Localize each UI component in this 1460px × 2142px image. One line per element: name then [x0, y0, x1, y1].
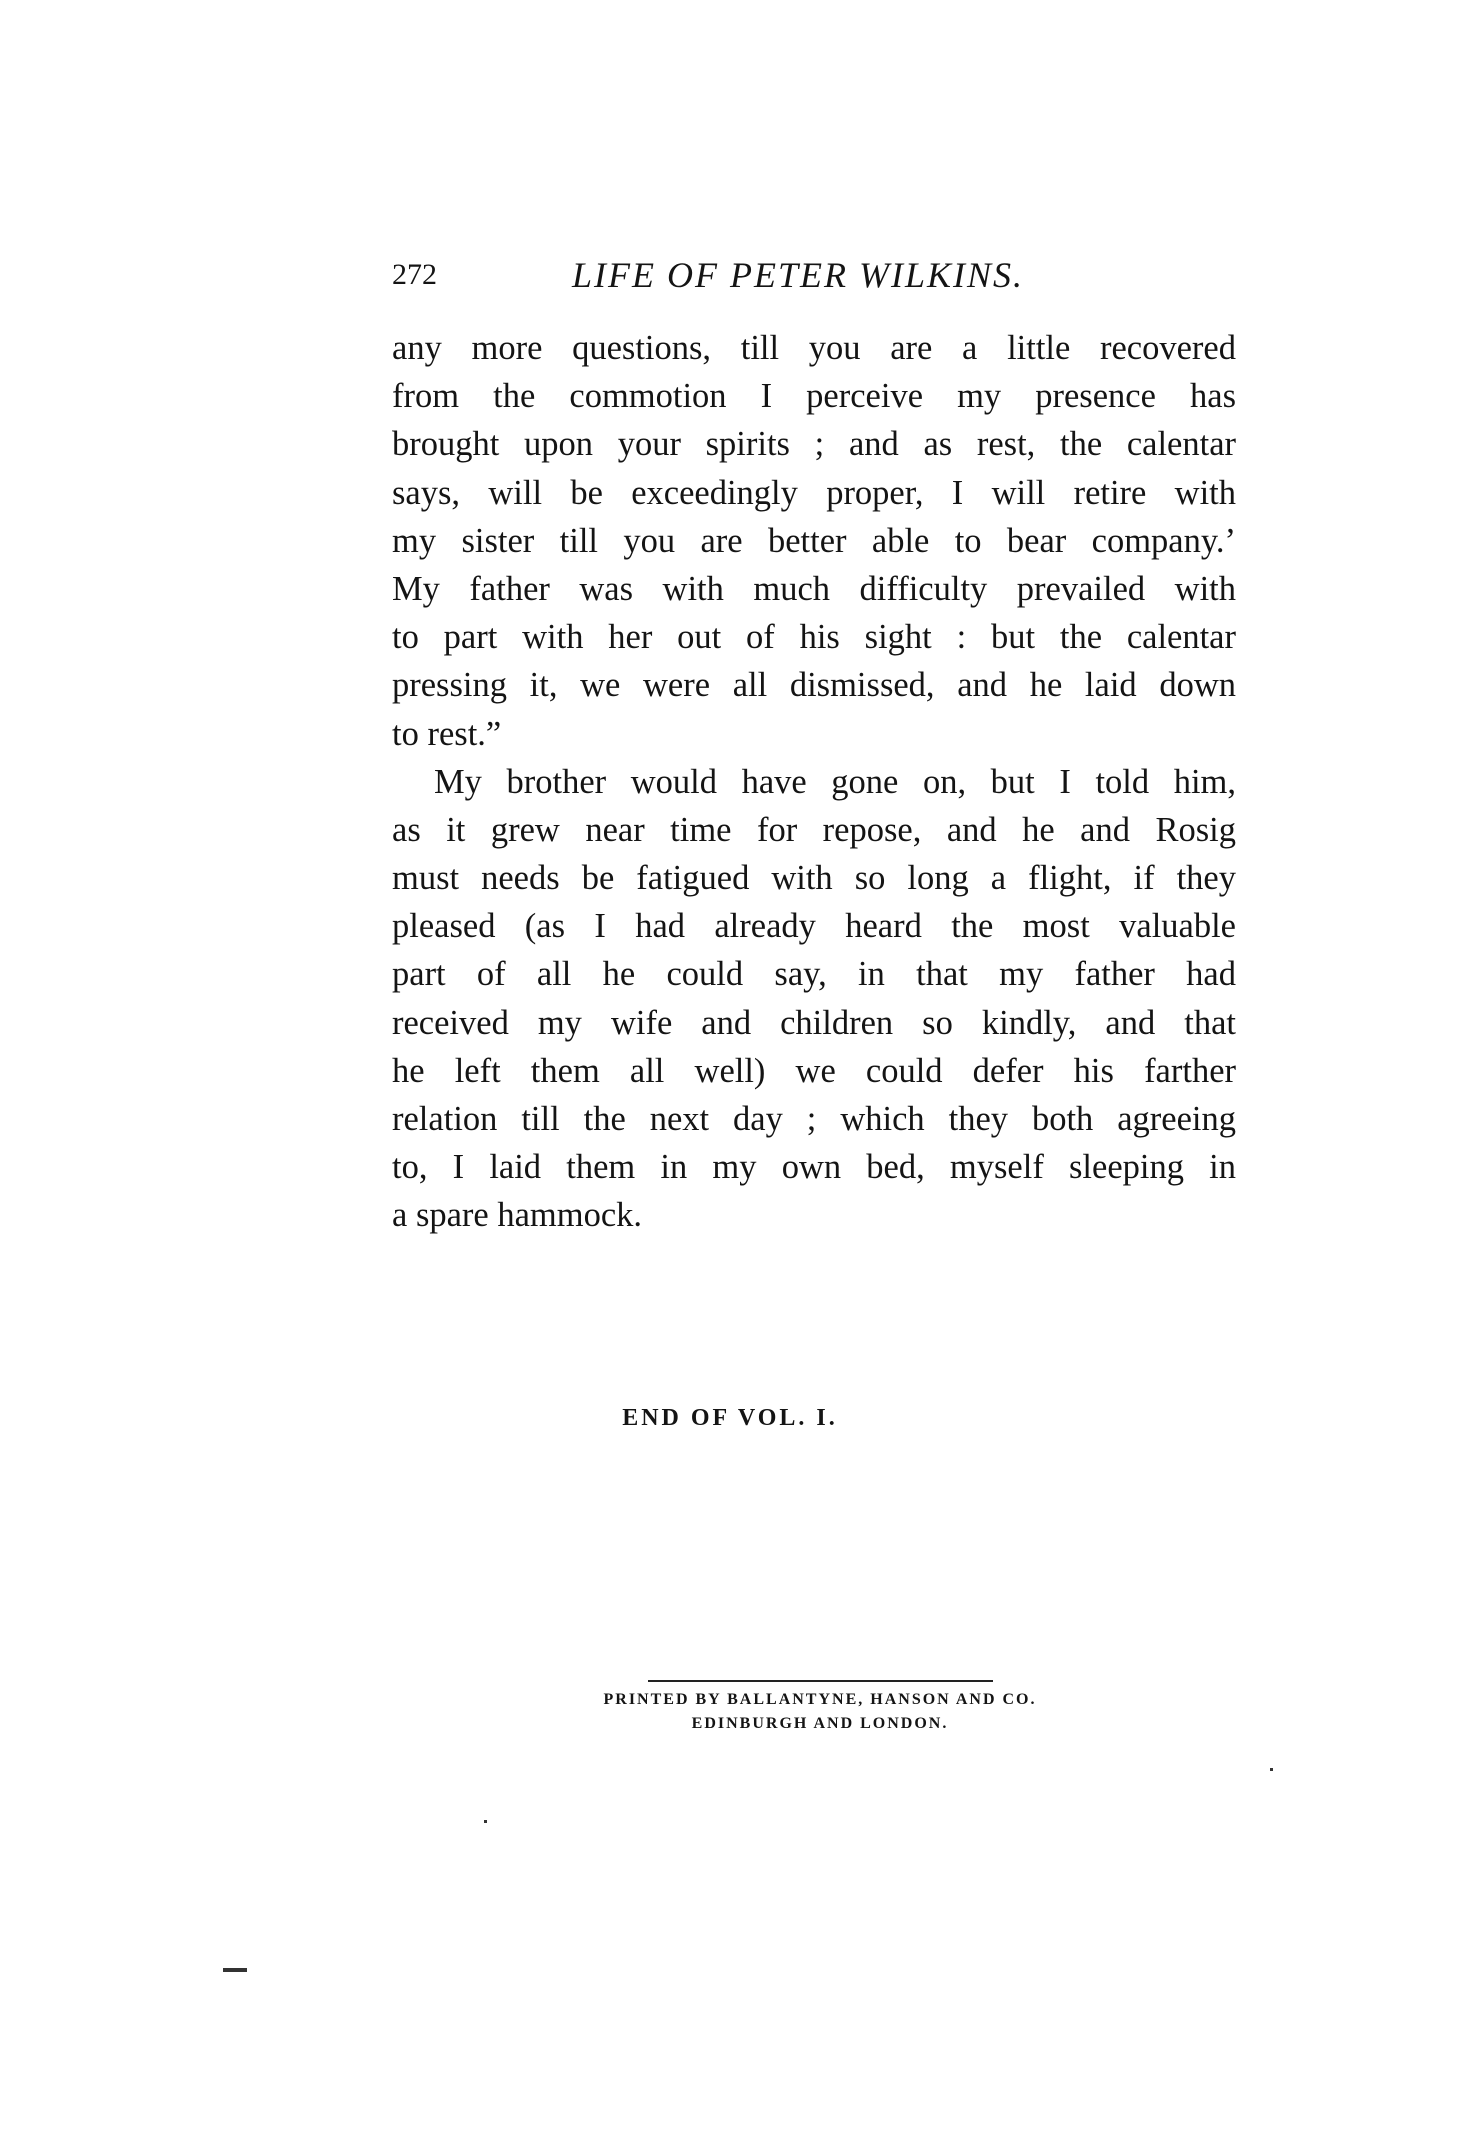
text-line: pressing it, we were all dismissed, and he laid down: [392, 666, 1236, 705]
text-line: brought upon your spirits ; and as rest, the calentar: [392, 425, 1236, 464]
printer-location: EDINBURGH AND LONDON.: [691, 1715, 949, 1732]
text-line: to rest.”: [392, 714, 502, 753]
text-line: my sister till you are better able to bear company.’: [392, 521, 1236, 560]
text-line: any more questions, till you are a little recovered: [392, 329, 1236, 367]
ink-speck: [484, 1820, 487, 1823]
text-line: part of all he could say, in that my father had: [392, 955, 1236, 994]
running-title: LIFE OF PETER WILKINS.: [572, 255, 1024, 295]
text-line: to, I laid them in my own bed, myself sleeping in: [392, 1148, 1236, 1187]
text-line: as it grew near time for repose, and he and Rosig: [392, 810, 1236, 849]
text-line: must needs be fatigued with so long a flight, if they: [392, 859, 1236, 898]
body-text: [392, 324, 1236, 1240]
text-line: says, will be exceedingly proper, I will retire with: [392, 473, 1236, 512]
text-line: to part with her out of his sight : but the calentar: [392, 618, 1236, 657]
page-number: 272: [392, 258, 437, 291]
running-head: [392, 255, 1242, 295]
text-line: received my wife and children so kindly, and that: [392, 1003, 1236, 1042]
text-line: relation till the next day ; which they both agreeing: [392, 1100, 1236, 1138]
printer-imprint: [540, 1680, 1100, 1736]
imprint-rule: [648, 1680, 993, 1682]
text-line: a spare hammock.: [392, 1196, 643, 1235]
text-line: pleased (as I had already heard the most valuable: [392, 907, 1236, 946]
ink-speck: [223, 1968, 247, 1972]
text-line: from the commotion I perceive my presence has: [392, 377, 1236, 416]
text-line: My brother would have gone on, but I told him,: [434, 762, 1236, 801]
printer-line: PRINTED BY BALLANTYNE, HANSON AND CO.: [603, 1691, 1037, 1708]
text-line: he left them all well) we could defer his farther: [392, 1051, 1236, 1090]
ink-speck: [1270, 1768, 1273, 1771]
text-line: My father was with much difficulty prevailed with: [392, 569, 1236, 608]
end-of-volume-note: END OF VOL. I.: [622, 1405, 838, 1431]
